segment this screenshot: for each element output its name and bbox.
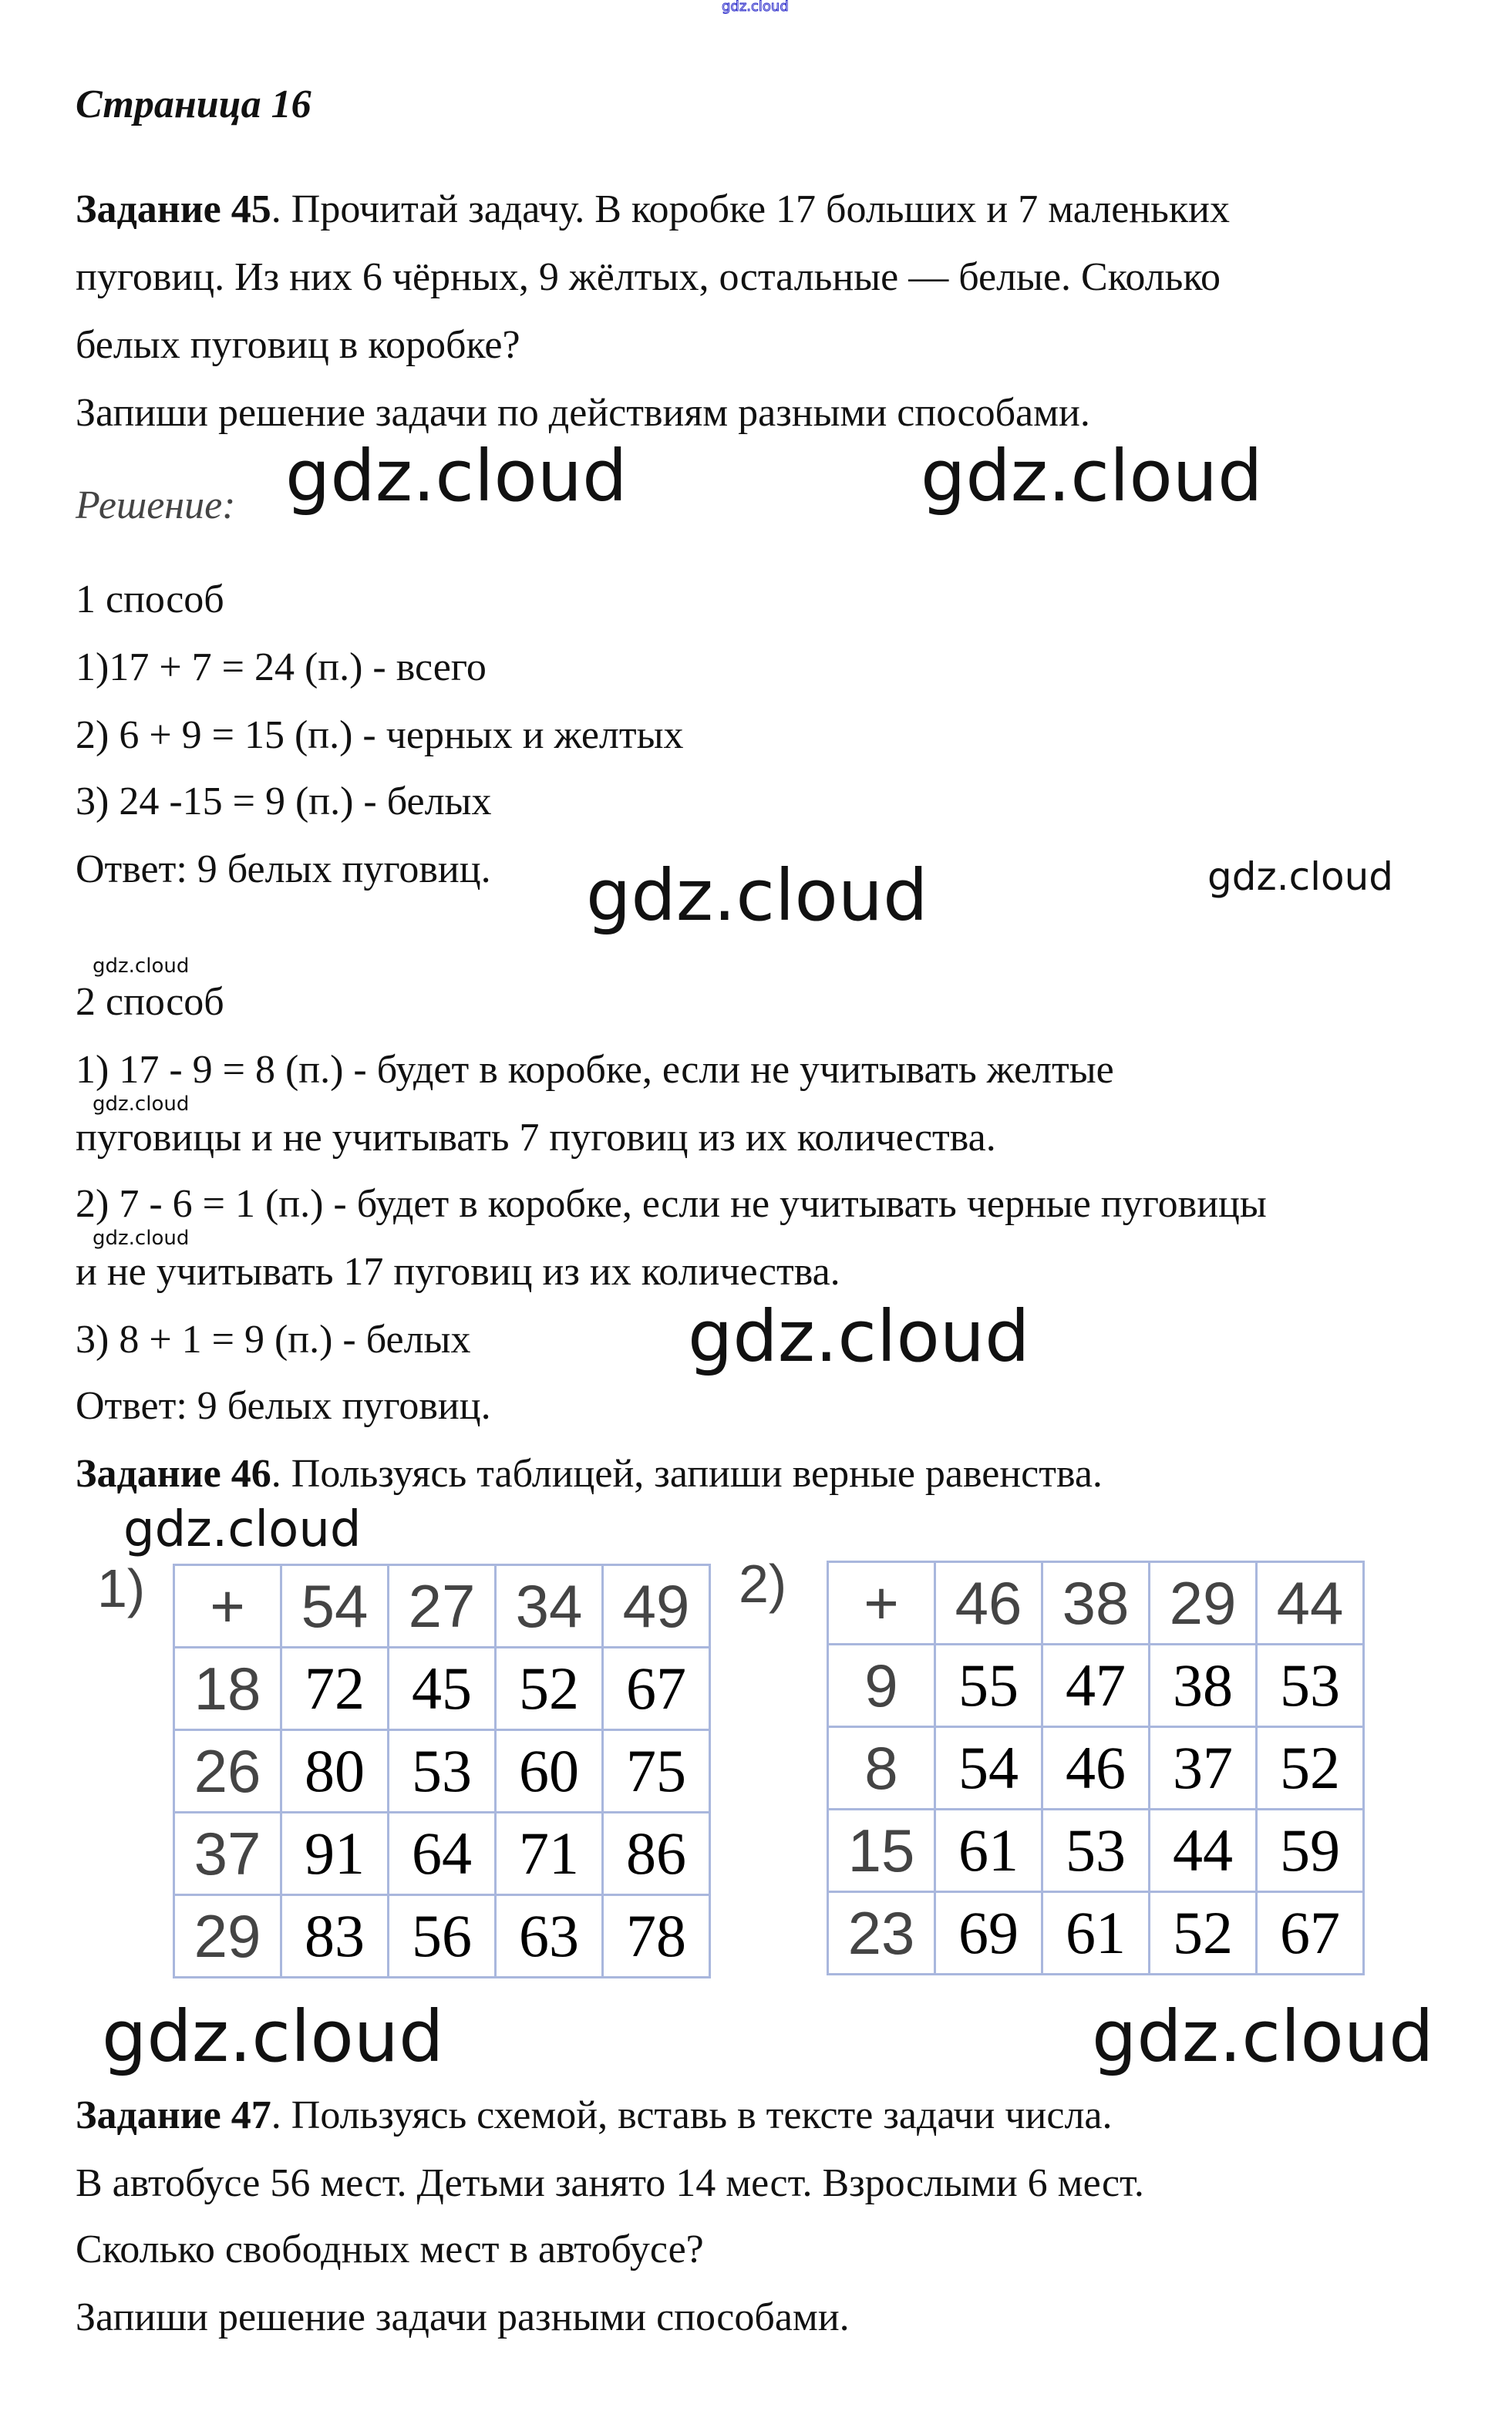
table-cell: 34 (496, 1565, 603, 1648)
method1-line: 1)17 + 7 = 24 (п.) - всего (76, 645, 487, 689)
method2-line: Ответ: 9 белых пуговиц. (76, 1384, 491, 1428)
table-cell: 29 (174, 1895, 281, 1978)
task47-line: Запиши решение задачи разными способами. (76, 2295, 850, 2339)
table-cell: 46 (1042, 1727, 1150, 1810)
method2-line: 3) 8 + 1 = 9 (п.) - белых (76, 1318, 471, 1362)
table-cell: 44 (1257, 1562, 1364, 1645)
watermark: gdz.cloud (123, 1501, 362, 1558)
watermark: gdz.cloud (1092, 1995, 1434, 2078)
table-cell: + (828, 1562, 935, 1645)
watermark: gdz.cloud (102, 1995, 444, 2078)
table-cell: 52 (1257, 1727, 1364, 1810)
table-row (174, 1730, 710, 1813)
task45-line: Запиши решение задачи по действиям разными способами. (76, 391, 1090, 435)
table-header-row (828, 1562, 1364, 1645)
table-row (828, 1810, 1364, 1892)
table-cell: 78 (603, 1895, 710, 1978)
table-cell: 53 (1257, 1645, 1364, 1727)
table-row (174, 1813, 710, 1895)
table-cell: 53 (1042, 1810, 1150, 1892)
watermark: gdz.cloud (285, 435, 628, 517)
table-cell: 61 (1042, 1892, 1150, 1975)
table-cell: 52 (1150, 1892, 1257, 1975)
addition-table-1 (173, 1564, 711, 1978)
task47-line (76, 2093, 1112, 2139)
table-cell: 52 (496, 1648, 603, 1730)
table-cell: 15 (828, 1810, 935, 1892)
table-cell: 60 (496, 1730, 603, 1813)
table-cell: 61 (935, 1810, 1042, 1892)
table-cell: 86 (603, 1813, 710, 1895)
task45-line: пуговиц. Из них 6 чёрных, 9 жёлтых, остальные — белые. Сколько (76, 255, 1221, 299)
table-row (828, 1727, 1364, 1810)
table-cell: 55 (935, 1645, 1042, 1727)
method1-line: Ответ: 9 белых пуговиц. (76, 847, 491, 891)
table2-label: 2) (739, 1554, 787, 1614)
table-cell: 29 (1150, 1562, 1257, 1645)
watermark: gdz.cloud (93, 1227, 190, 1250)
table-cell: 64 (389, 1813, 496, 1895)
method1-line: 1 способ (76, 578, 224, 621)
task47-line: В автобусе 56 мест. Детьми занято 14 мест. Взрослыми 6 мест. (76, 2161, 1144, 2205)
table-cell: 38 (1150, 1645, 1257, 1727)
table-cell: 67 (603, 1648, 710, 1730)
task45-line (76, 187, 1230, 233)
watermark: gdz.cloud (921, 435, 1263, 517)
table-cell: 37 (1150, 1727, 1257, 1810)
task46-label: Задание 46 (76, 1452, 271, 1496)
table-cell: 8 (828, 1727, 935, 1810)
table-cell: 63 (496, 1895, 603, 1978)
solution-label: Решение: (76, 483, 236, 527)
addition-table-2 (827, 1561, 1365, 1975)
table-cell: 72 (281, 1648, 389, 1730)
table-row (174, 1895, 710, 1978)
table-cell: 37 (174, 1813, 281, 1895)
table-header-row (174, 1565, 710, 1648)
task45-line: белых пуговиц в коробке? (76, 323, 520, 367)
watermark: gdz.cloud (688, 1295, 1030, 1378)
task45-label: Задание 45 (76, 187, 271, 231)
watermark: gdz.cloud (722, 0, 789, 15)
watermark: gdz.cloud (586, 854, 928, 937)
watermark: gdz.cloud (1207, 854, 1394, 899)
method2-line: 2 способ (76, 980, 224, 1024)
table-cell: 9 (828, 1645, 935, 1727)
table-row (828, 1892, 1364, 1975)
page-title: Страница 16 (76, 83, 311, 126)
table-cell: 18 (174, 1648, 281, 1730)
task45-text: . Прочитай задачу. В коробке 17 больших и 7 маленьких (271, 187, 1230, 231)
table-cell: 27 (389, 1565, 496, 1648)
table-cell: 53 (389, 1730, 496, 1813)
method2-line: пуговицы и не учитывать 7 пуговиц из их количества. (76, 1116, 996, 1160)
method1-line: 3) 24 -15 = 9 (п.) - белых (76, 780, 492, 823)
task47-line: Сколько свободных мест в автобусе? (76, 2228, 704, 2271)
table-cell: 56 (389, 1895, 496, 1978)
table-cell: 46 (935, 1562, 1042, 1645)
task46-text: . Пользуясь таблицей, запиши верные равенства. (271, 1452, 1103, 1496)
table-cell: 26 (174, 1730, 281, 1813)
table1-label: 1) (97, 1558, 146, 1618)
table-cell: 83 (281, 1895, 389, 1978)
table-row (828, 1645, 1364, 1727)
table-cell: 23 (828, 1892, 935, 1975)
table-cell: 44 (1150, 1810, 1257, 1892)
task46-line (76, 1451, 1103, 1497)
table-cell: 49 (603, 1565, 710, 1648)
table-cell: 47 (1042, 1645, 1150, 1727)
watermark: gdz.cloud (93, 1093, 190, 1116)
table-cell: 69 (935, 1892, 1042, 1975)
watermark: gdz.cloud (93, 955, 190, 978)
table-cell: 67 (1257, 1892, 1364, 1975)
table-cell: 91 (281, 1813, 389, 1895)
table-cell: 54 (281, 1565, 389, 1648)
table-cell: 45 (389, 1648, 496, 1730)
table-cell: 71 (496, 1813, 603, 1895)
table-row (174, 1648, 710, 1730)
method1-line: 2) 6 + 9 = 15 (п.) - черных и желтых (76, 713, 684, 757)
table-cell: 75 (603, 1730, 710, 1813)
method2-line: и не учитывать 17 пуговиц из их количества. (76, 1250, 840, 1294)
table-cell: 38 (1042, 1562, 1150, 1645)
table-cell: 80 (281, 1730, 389, 1813)
table-cell: + (174, 1565, 281, 1648)
task47-text: . Пользуясь схемой, вставь в тексте задачи числа. (271, 2093, 1113, 2137)
table-cell: 54 (935, 1727, 1042, 1810)
method2-line: 2) 7 - 6 = 1 (п.) - будет в коробке, если не учитывать черные пуговицы (76, 1182, 1267, 1226)
table-cell: 59 (1257, 1810, 1364, 1892)
task47-label: Задание 47 (76, 2093, 271, 2137)
method2-line: 1) 17 - 9 = 8 (п.) - будет в коробке, если не учитывать желтые (76, 1048, 1114, 1092)
